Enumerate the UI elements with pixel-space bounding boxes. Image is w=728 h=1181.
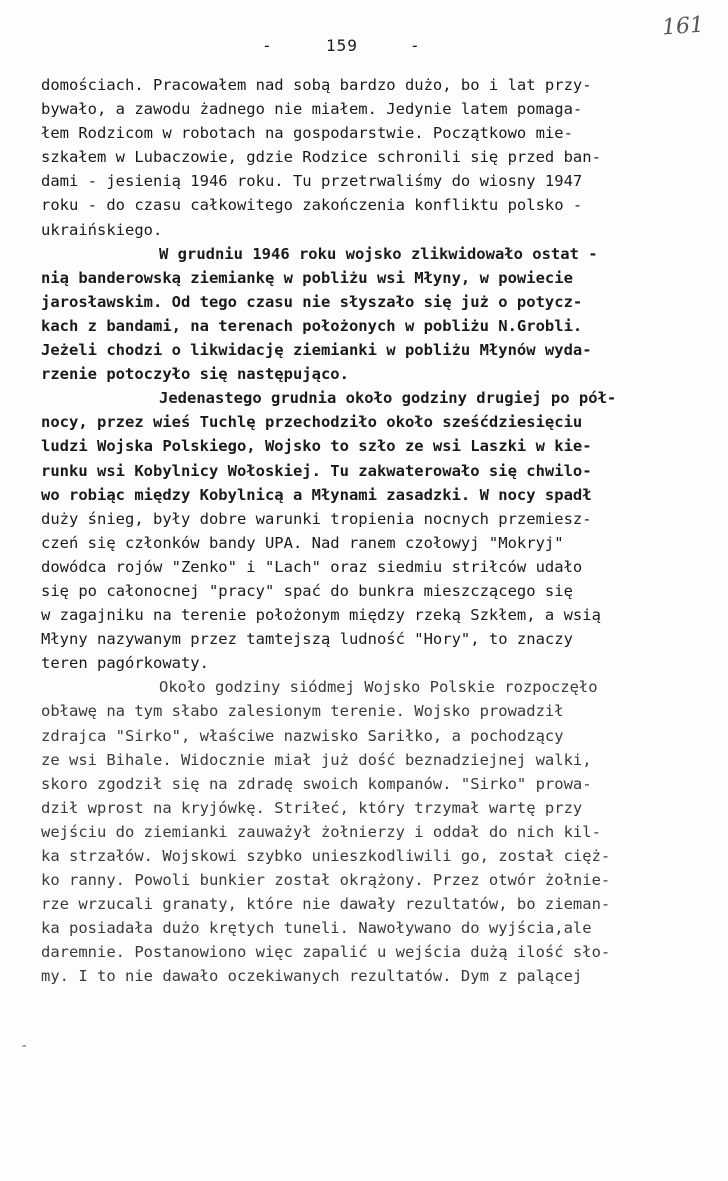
- text-line: Młyny nazywanym przez tamtejszą ludność "Hory", to znaczy: [41, 630, 573, 649]
- text-line: my. I to nie dawało oczekiwanych rezultatów. Dym z palącej: [41, 967, 583, 986]
- text-line: W grudniu 1946 roku wojsko zlikwidowało ostat -: [159, 244, 598, 263]
- text-line: Jedenastego grudnia około godziny drugiej po pół-: [159, 389, 617, 408]
- text-line: łem Rodzicom w robotach na gospodarstwie. Początkowo mie-: [41, 124, 573, 143]
- text-line: ko ranny. Powoli bunkier został okrążony. Przez otwór żołnie-: [41, 871, 611, 890]
- text-line: czeń się członków bandy UPA. Nad ranem czołowyj "Mokryj": [41, 533, 564, 552]
- text-line: dami - jesienią 1946 roku. Tu przetrwaliśmy do wiosny 1947: [41, 172, 583, 191]
- header-dash-right: -: [410, 36, 420, 55]
- text-line: roku - do czasu całkowitego zakończenia konfliktu polsko -: [41, 196, 583, 215]
- page-header: [0, 30, 728, 60]
- text-line: ze wsi Bihale. Widocznie miał już dość beznadziejnej walki,: [41, 750, 592, 769]
- handwritten-archive-number: 161: [661, 12, 705, 41]
- page-number: 159: [326, 36, 358, 55]
- text-line: nocy, przez wieś Tuchlę przechodziło około sześćdziesięciu: [41, 413, 583, 432]
- margin-mark: -: [20, 1038, 29, 1054]
- text-line: domościach. Pracowałem nad sobą bardzo dużo, bo i lat przy-: [41, 76, 592, 94]
- text-line: Jeżeli chodzi o likwidację ziemianki w pobliżu Młynów wyda-: [41, 341, 592, 360]
- text-line: ka strzałów. Wojskowi szybko unieszkodliwili go, został cięż-: [41, 847, 611, 865]
- text-line: dził wprost na kryjówkę. Striłeć, który trzymał wartę przy: [41, 798, 583, 817]
- text-line: w zagajniku na terenie położonym między rzeką Szkłem, a wsią: [41, 606, 601, 625]
- text-line: ludzi Wojska Polskiego, Wojsko to szło ze wsi Laszki w kie-: [41, 437, 592, 456]
- text-line: rze wrzucali granaty, które nie dawały rezultatów, bo zieman-: [41, 895, 611, 914]
- text-line: obławę na tym słabo zalesionym terenie. Wojsko prowadził: [41, 702, 564, 721]
- text-line: teren pagórkowaty.: [41, 654, 209, 673]
- text-line: nią banderowską ziemiankę w pobliżu wsi Młyny, w powiecie: [41, 268, 573, 287]
- text-line: ka posiadała dużo krętych tuneli. Nawoływano do wyjścia,ale: [41, 919, 592, 938]
- text-line: szkałem w Lubaczowie, gdzie Rodzice schronili się przed ban-: [41, 148, 601, 167]
- text-line: runku wsi Kobylnicy Wołoskiej. Tu zakwaterowało się chwilo-: [41, 461, 592, 480]
- text-line: kach z bandami, na terenach położonych w pobliżu N.Grobli.: [41, 316, 583, 335]
- text-line: daremnie. Postanowiono więc zapalić u wejścia dużą ilość sło-: [41, 943, 611, 962]
- text-line: się po całonocnej "pracy" spać do bunkra mieszczącego się: [41, 581, 573, 600]
- text-line: zdrajca "Sirko", właściwe nazwisko Sariłko, a pochodzący: [41, 726, 564, 745]
- text-line: bywało, a zawodu żadnego nie miałem. Jedynie latem pomaga-: [41, 100, 583, 119]
- text-line: duży śnieg, były dobre warunki tropienia nocnych przemiesz-: [41, 509, 592, 528]
- text-line: wejściu do ziemianki zauważył żołnierzy i oddał do nich kil-: [41, 822, 601, 841]
- text-line: skoro zgodził się na zdradę swoich kompanów. "Sirko" prowa-: [41, 774, 592, 793]
- text-line: jarosławskim. Od tego czasu nie słyszało się już o potycz-: [41, 292, 583, 311]
- header-dash-left: -: [262, 36, 272, 55]
- typed-body-text: [41, 73, 691, 989]
- text-line: wo robiąc między Kobylnicą a Młynami zasadzki. W nocy spadł: [41, 485, 592, 504]
- text-line: ukraińskiego.: [41, 220, 163, 239]
- text-line: dowódca rojów "Zenko" i "Lach" oraz siedmiu striłców udało: [41, 557, 583, 576]
- text-line: rzenie potoczyło się następująco.: [41, 365, 349, 384]
- text-line: Około godziny siódmej Wojsko Polskie rozpoczęło: [159, 678, 598, 697]
